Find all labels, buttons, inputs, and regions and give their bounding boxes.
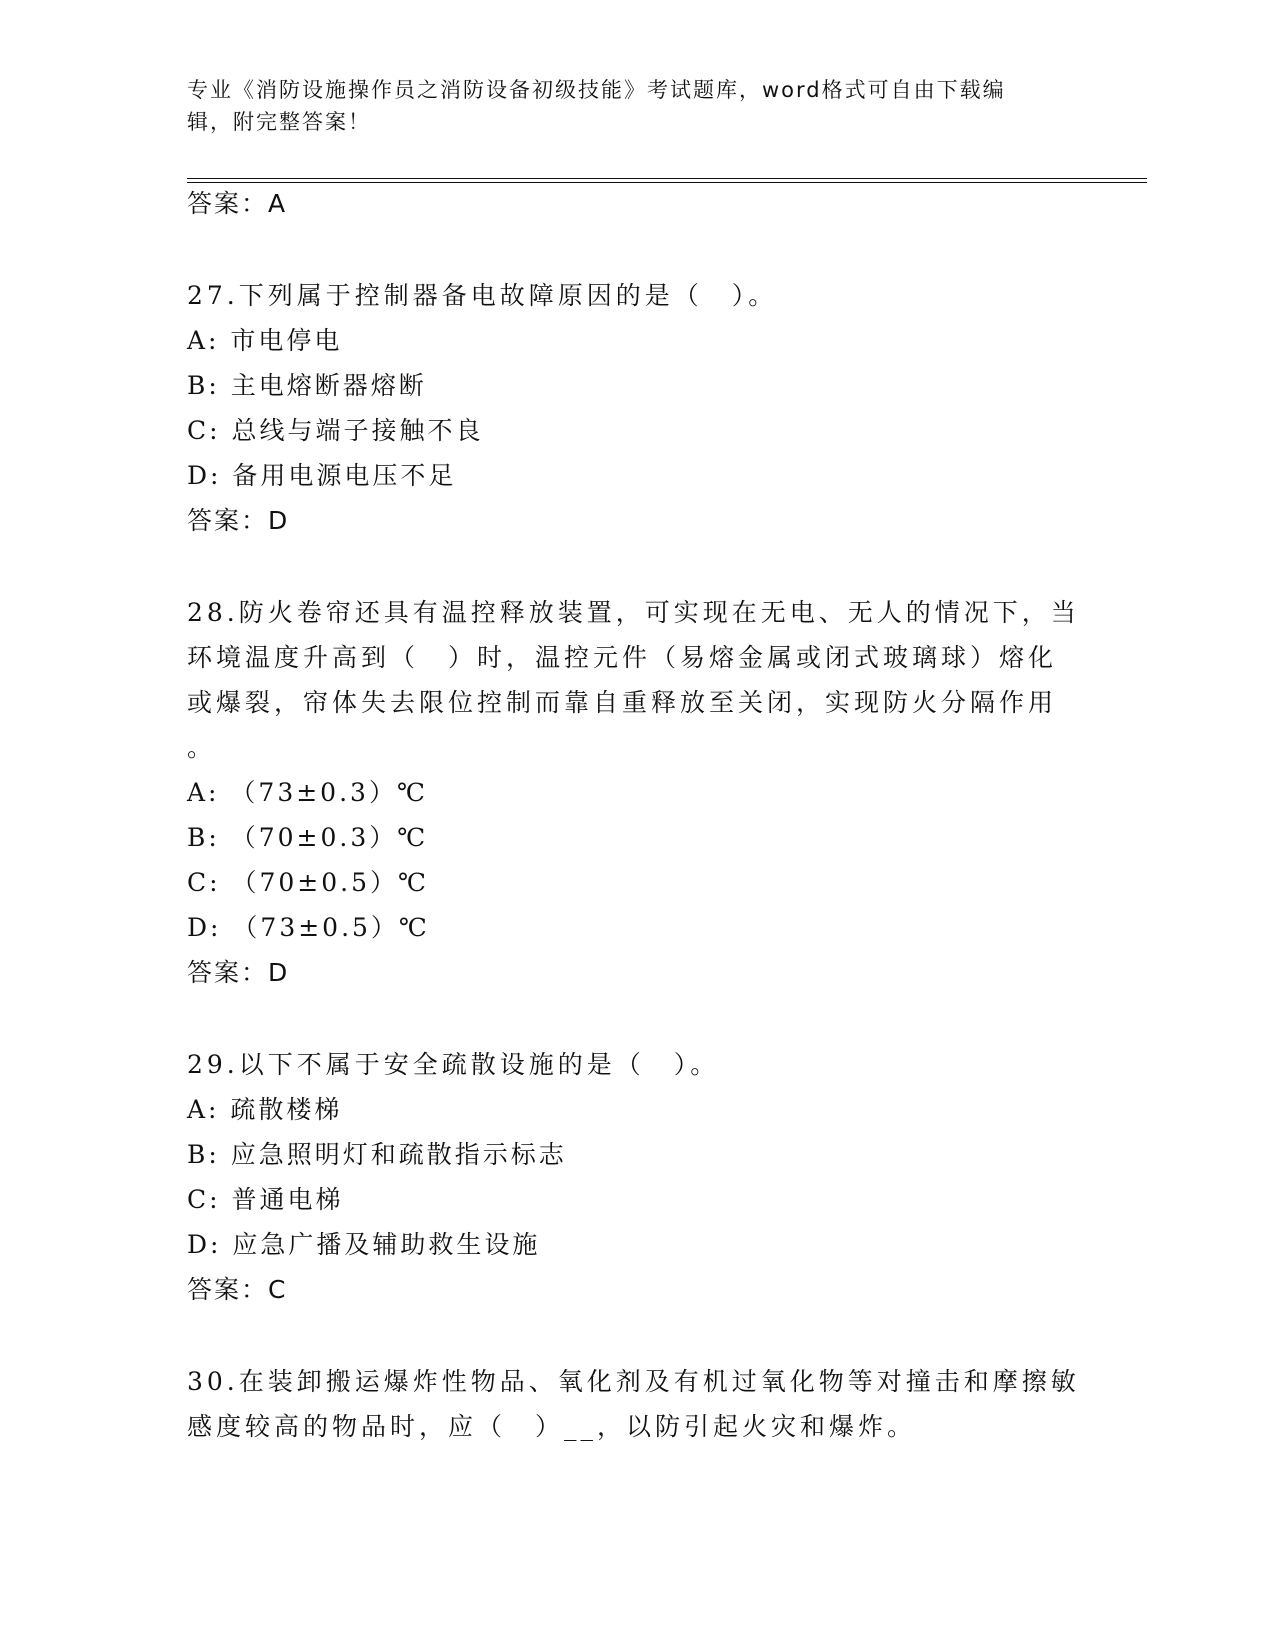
option-a: A: 疏散楼梯 (187, 1095, 343, 1124)
question-spacer (187, 543, 1067, 590)
question-content (187, 181, 1080, 1449)
header-line-2: 辑，附完整答案！ (187, 110, 371, 134)
header-line-1: 专业《消防设施操作员之消防设备初级技能》考试题库，word格式可自由下载编 (187, 78, 1006, 102)
option-a: A: （73±0.3）℃ (187, 778, 428, 807)
question-30 (187, 1359, 1080, 1449)
question-stem: 27.下列属于控制器备电故障原因的是（ ）。 (187, 281, 778, 310)
option-c: C: 总线与端子接触不良 (187, 416, 484, 445)
option-d: D: 备用电源电压不足 (187, 461, 457, 490)
question-spacer (187, 995, 1067, 1042)
option-d: D: （73±0.5）℃ (187, 913, 430, 942)
question-stem: 30.在装卸搬运爆炸性物品、氧化剂及有机过氧化物等对撞击和摩擦敏 (187, 1367, 1080, 1396)
option-b: B: （70±0.3）℃ (187, 823, 429, 852)
option-b: B: 主电熔断器熔断 (187, 371, 427, 400)
option-a: A: 市电停电 (187, 326, 343, 355)
question-spacer (187, 1312, 1067, 1359)
option-b: B: 应急照明灯和疏散指示标志 (187, 1140, 567, 1169)
header-divider-top (187, 178, 1147, 179)
question-27 (187, 273, 1067, 543)
question-stem: 感度较高的物品时，应（ ）__，以防引起火灾和爆炸。 (187, 1412, 917, 1441)
answer: 答案：D (187, 506, 290, 535)
question-stem: 环境温度升高到（ ）时，温控元件（易熔金属或闭式玻璃球）熔化 (187, 643, 1058, 672)
question-28 (187, 590, 1080, 995)
answer-previous: 答案：A (187, 189, 288, 218)
question-spacer (187, 226, 1067, 273)
answer: 答案：D (187, 958, 290, 987)
question-stem: 28.防火卷帘还具有温控释放装置，可实现在无电、无人的情况下，当 (187, 598, 1080, 627)
option-c: C: 普通电梯 (187, 1185, 344, 1214)
answer: 答案：C (187, 1275, 288, 1304)
question-stem: 。 (187, 733, 217, 762)
question-29 (187, 1042, 1067, 1312)
option-c: C: （70±0.5）℃ (187, 868, 429, 897)
question-stem: 29.以下不属于安全疏散设施的是（ ）。 (187, 1050, 720, 1079)
option-d: D: 应急广播及辅助救生设施 (187, 1230, 541, 1259)
question-stem: 或爆裂，帘体失去限位控制而靠自重释放至关闭，实现防火分隔作用 (187, 688, 1058, 717)
document-header (187, 74, 1087, 138)
